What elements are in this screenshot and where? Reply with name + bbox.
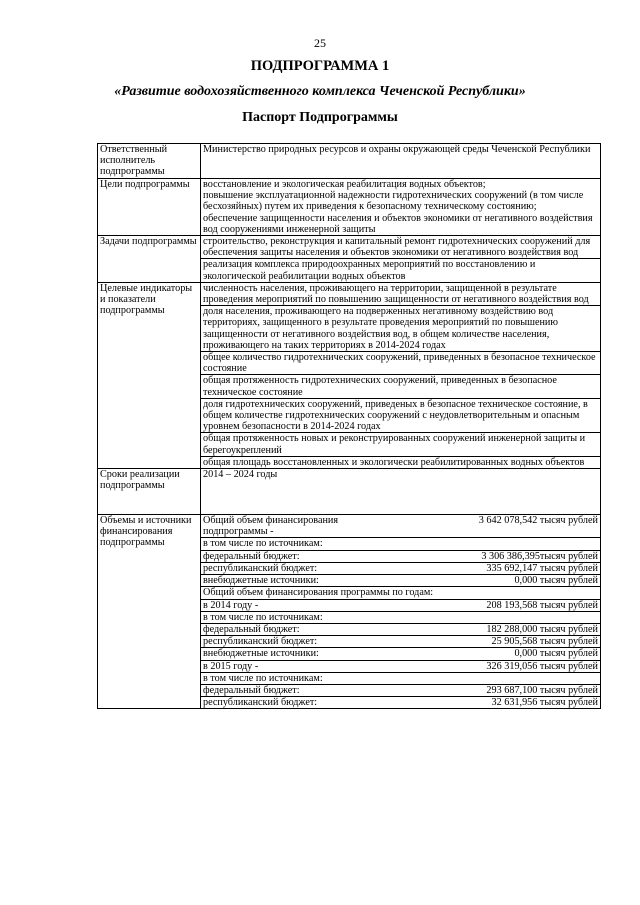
program-title: ПОДПРОГРАММА 1 — [250, 58, 390, 74]
goals-label: Цели подпрограммы — [98, 179, 201, 236]
indicator-item: доля гидротехнических сооружений, приведеных в безопасное техническое состояние, в общем количестве гидротехнических сооружений с неудовлетворительным и опасным уровнем безопасности в 2014-2024 годах — [201, 398, 600, 433]
responsible-value: Министерство природных ресурсов и охраны окружающей среды Чеченской Республики — [201, 144, 601, 179]
row-goals — [98, 179, 601, 236]
funding-line: республиканский бюджет: 25 905,568 тысяч рублей — [203, 636, 598, 648]
page-number: 25 — [314, 36, 326, 50]
row-tasks — [98, 236, 601, 283]
passport-table — [97, 143, 601, 709]
funding-line: Общий объем финансирования программы по годам: — [201, 587, 600, 599]
tasks-value — [201, 236, 601, 283]
terms-value: 2014 – 2024 годы — [201, 469, 601, 515]
row-responsible — [98, 144, 601, 179]
funding-label: Объемы и источники финансирования подпрограммы — [98, 515, 201, 709]
funding-line: республиканский бюджет: 32 631,956 тысяч рублей — [203, 697, 598, 709]
program-subtitle: «Развитие водохозяйственного комплекса Чеченской Республики» — [114, 84, 526, 99]
goal-item: повышение эксплуатационной надежности гидротехнических сооружений (в том числе бесхозяйных) путем их приведения к безопасному техническому состоянию; — [203, 190, 584, 213]
indicator-item: общая площадь восстановленных и экологически реабилитированных водных объектов — [201, 456, 600, 468]
funding-line: Общий объем финансирования подпрограммы - 3 642 078,542 тысяч рублей — [203, 515, 598, 538]
indicator-item: общая протяженность гидротехнических сооружений, приведенных в безопасное техническое состояние — [201, 374, 600, 397]
funding-line: республиканский бюджет: 335 692,147 тысяч рублей — [203, 562, 598, 574]
funding-line: в том числе по источникам: — [201, 672, 600, 684]
tasks-label: Задачи подпрограммы — [98, 236, 201, 283]
row-terms — [98, 469, 601, 515]
funding-line: внебюджетные источники: 0,000 тысяч рублей — [203, 648, 598, 660]
funding-table — [201, 515, 600, 708]
indicator-item: общая протяженность новых и реконструированных сооружений инженерной защиты и берегоукреплений — [201, 432, 600, 455]
funding-line: федеральный бюджет: 182 288,000 тысяч рублей — [203, 623, 598, 635]
funding-value — [201, 515, 601, 709]
indicator-item: численность населения, проживающего на территории, защищенной в результате проведения мероприятий по повышению защищенности от негативного воздействия вод — [203, 282, 589, 306]
funding-line: федеральный бюджет: 3 306 386,395тысяч рублей — [203, 550, 598, 562]
goals-value — [201, 179, 601, 236]
indicators-label: Целевые индикаторы и показатели подпрограммы — [98, 282, 201, 468]
task-item: строительство, реконструкция и капитальный ремонт гидротехнических сооружений для обеспечения защиты населения и объектов экономики от негативного воздействия вод — [203, 236, 591, 259]
row-indicators — [98, 282, 601, 468]
funding-line: федеральный бюджет: 293 687,100 тысяч рублей — [203, 684, 598, 696]
indicator-item: общее количество гидротехнических сооружений, приведенных в безопасное техническое состояние — [201, 351, 600, 374]
indicator-item: доля населения, проживающего на подверженных негативному воздействию вод территориях, защищенного в результате проведения мероприятий по повышению защищенности от негативного воздействия вод, в общем количестве населения, проживающего на таких территориях в 2014-2024 годах — [201, 305, 600, 351]
goal-item: обеспечение защищенности населения и объектов экономики от негативного воздействия вод сооружениями инженерной защиты — [203, 212, 593, 235]
funding-line: в 2015 году - 326 319,056 тысяч рублей — [203, 660, 598, 672]
responsible-label: Ответственный исполнитель подпрограммы — [98, 144, 201, 179]
row-funding — [98, 515, 601, 709]
passport-title: Паспорт Подпрограммы — [242, 110, 398, 125]
task-item: реализация комплекса природоохранных мероприятий по восстановлению и экологической реабилитации водных объектов — [201, 258, 600, 281]
funding-line: в том числе по источникам: — [201, 611, 600, 623]
funding-line: внебюджетные источники: 0,000 тысяч рублей — [203, 575, 598, 587]
funding-line: в том числе по источникам: — [201, 538, 600, 550]
terms-label: Сроки реализации подпрограммы — [98, 469, 201, 515]
funding-line: в 2014 году - 208 193,568 тысяч рублей — [203, 599, 598, 611]
goal-item: восстановление и экологическая реабилитация водных объектов; — [203, 179, 486, 190]
indicators-value — [201, 282, 601, 468]
